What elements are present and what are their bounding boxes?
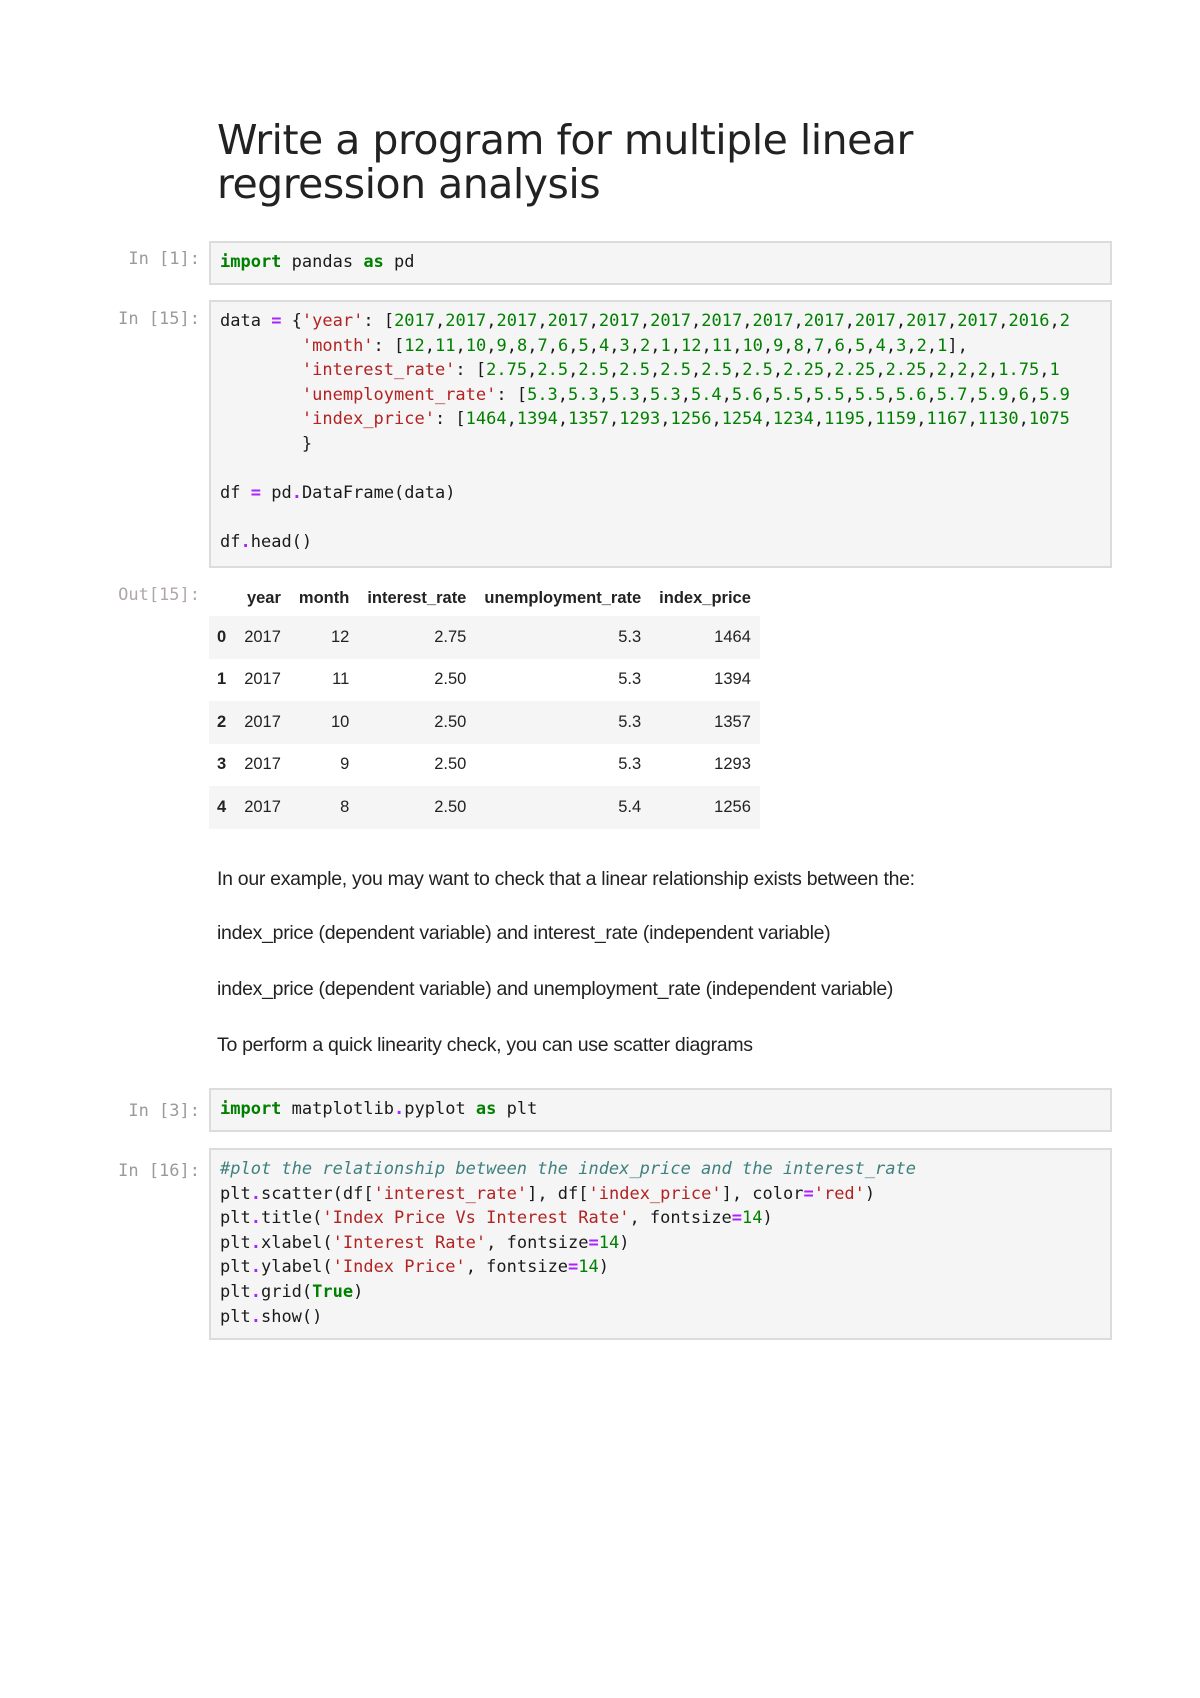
code-cell-4-line: #plot the relationship between the index_price and the interest_rate (220, 1159, 916, 1179)
cell-4-prompt: In [16]: (118, 1161, 200, 1181)
code-cell-3[interactable] (209, 1088, 1112, 1132)
row-index: 4 (217, 797, 227, 816)
row-index: 3 (217, 755, 227, 774)
cell-unemployment-rate: 5.4 (618, 797, 642, 816)
table-header-row (209, 580, 760, 616)
dataframe-output-table (209, 580, 760, 829)
code-cell-4-line: plt.scatter(df['interest_rate'], df['index_price'], color='red') (220, 1183, 876, 1204)
cell-interest-rate: 2.50 (434, 797, 467, 816)
column-header-year: year (246, 588, 281, 607)
cell-interest-rate: 2.50 (434, 712, 467, 731)
code-cell-2-line: df = pd.DataFrame(data) (220, 483, 456, 504)
code-cell-2-line (220, 457, 1101, 482)
cell-index-price: 1256 (714, 797, 751, 816)
table-row (209, 786, 760, 829)
table-row (209, 744, 760, 787)
code-cell-1[interactable] (209, 241, 1112, 285)
code-cell-2-line: } (220, 433, 313, 454)
code-cell-4-source[interactable] (211, 1150, 1110, 1336)
cell-index-price: 1357 (714, 712, 751, 731)
notebook-heading (217, 118, 1117, 206)
code-cell-2-line (220, 506, 1101, 531)
row-index: 1 (217, 670, 227, 689)
cell-month: 11 (332, 670, 350, 689)
code-cell-2-source[interactable] (211, 302, 1110, 562)
cell-2-prompt: In [15]: (118, 309, 200, 329)
code-cell-3-source[interactable]: import matplotlib.pyplot as plt (220, 1099, 538, 1119)
cell-interest-rate: 2.50 (434, 670, 467, 689)
cell-unemployment-rate: 5.3 (618, 670, 642, 689)
cell-1-prompt: In [1]: (128, 249, 200, 269)
code-cell-1-source[interactable]: import pandas as pd (220, 252, 415, 272)
cell-year: 2017 (244, 627, 281, 646)
cell-year: 2017 (244, 755, 281, 774)
code-cell-4-line: plt.title('Index Price Vs Interest Rate', fontsize=14) (220, 1208, 773, 1229)
code-cell-2-line: 'month': [12,11,10,9,8,7,6,5,4,3,2,1,12,11,10,9,8,7,6,5,4,3,2,1], (301, 335, 968, 356)
code-cell-2[interactable] (209, 300, 1112, 568)
cell-month: 10 (330, 712, 350, 731)
cell-month: 8 (340, 797, 350, 816)
cell-index-price: 1464 (714, 627, 751, 646)
code-cell-2-line: 'interest_rate': [2.75,2.5,2.5,2.5,2.5,2.5,2.5,2.25,2.25,2.25,2,2,2,1.75,1 (301, 360, 1060, 381)
cell-index-price: 1394 (714, 670, 751, 689)
column-header-interest-rate: interest_rate (367, 588, 467, 607)
markdown-paragraph-2: index_price (dependent variable) and interest_rate (independent variable) (217, 922, 831, 944)
cell-month: 12 (330, 627, 350, 646)
row-index: 2 (217, 712, 227, 731)
cell-year: 2017 (244, 797, 281, 816)
column-header-month: month (298, 588, 350, 607)
code-cell-4[interactable] (209, 1148, 1112, 1340)
code-cell-4-line: plt.show() (220, 1306, 323, 1327)
markdown-paragraph-3: index_price (dependent variable) and unemployment_rate (independent variable) (217, 978, 894, 1000)
code-cell-4-line: plt.ylabel('Index Price', fontsize=14) (220, 1257, 610, 1278)
column-header-index (209, 580, 235, 616)
table-row (209, 659, 760, 702)
cell-interest-rate: 2.50 (434, 755, 467, 774)
cell-index-price: 1293 (714, 755, 751, 774)
markdown-paragraph-4: To perform a quick linearity check, you can use scatter diagrams (217, 1034, 753, 1056)
cell-interest-rate: 2.75 (434, 627, 467, 646)
code-cell-2-line: 'index_price': [1464,1394,1357,1293,1256,1254,1234,1195,1159,1167,1130,1075 (301, 409, 1070, 430)
markdown-paragraph-1: In our example, you may want to check that a linear relationship exists between the: (217, 868, 915, 890)
code-cell-2-line: df.head() (220, 532, 313, 553)
cell-year: 2017 (244, 712, 281, 731)
table-row (209, 616, 760, 659)
cell-unemployment-rate: 5.3 (618, 712, 642, 731)
column-header-index-price: index_price (659, 588, 751, 607)
output-2-prompt: Out[15]: (118, 585, 200, 605)
code-cell-2-line: 'unemployment_rate': [5.3,5.3,5.3,5.3,5.4,5.6,5.5,5.5,5.5,5.6,5.7,5.9,6,5.9 (301, 384, 1070, 405)
cell-unemployment-rate: 5.3 (618, 627, 642, 646)
cell-unemployment-rate: 5.3 (618, 755, 642, 774)
column-header-unemployment-rate: unemployment_rate (484, 588, 642, 607)
code-cell-2-line: data = {'year': [2017,2017,2017,2017,2017,2017,2017,2017,2017,2017,2017,2017,2016,2 (220, 311, 1070, 331)
code-cell-4-line: plt.xlabel('Interest Rate', fontsize=14) (220, 1232, 630, 1253)
cell-3-prompt: In [3]: (128, 1101, 200, 1121)
heading-line-1: Write a program for multiple linear (217, 116, 913, 164)
cell-month: 9 (340, 755, 350, 774)
cell-year: 2017 (244, 670, 281, 689)
table-row (209, 701, 760, 744)
row-index: 0 (217, 627, 227, 646)
heading-line-2: regression analysis (217, 160, 601, 208)
code-cell-4-line: plt.grid(True) (220, 1281, 364, 1302)
